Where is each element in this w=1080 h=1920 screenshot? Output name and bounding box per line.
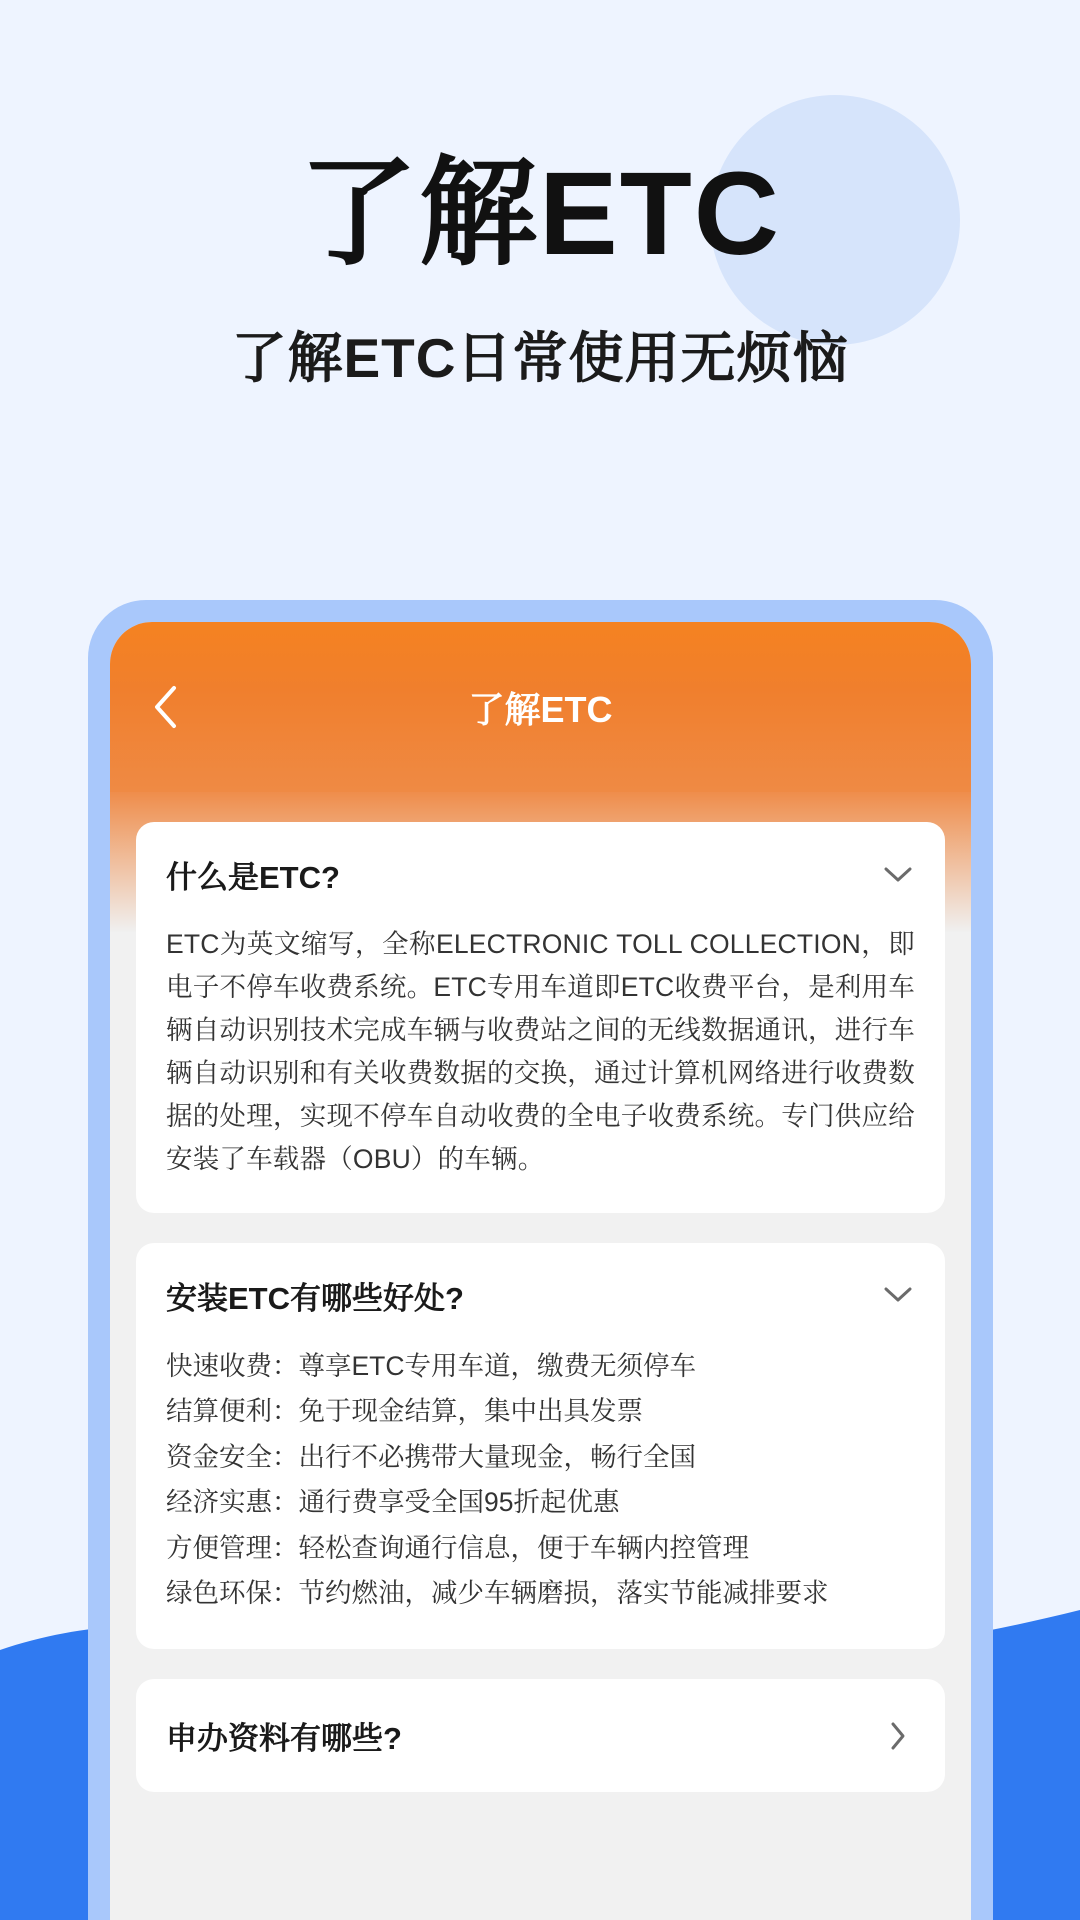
- app-header: [110, 622, 971, 792]
- faq-question: 安装ETC有哪些好处?: [166, 1280, 464, 1316]
- faq-item-what-is-etc[interactable]: [136, 822, 945, 1213]
- faq-answer: ETC为英文缩写，全称ELECTRONIC TOLL COLLECTION，即电子不停车收费系统。ETC专用车道即ETC收费平台，是利用车辆自动识别技术完成车辆与收费站之间的无线数据通讯，进行车辆自动识别和有关收费数据的交换，通过计算机网络进行收费数据的处理，实现不停车自动收费的全电子收费系统。专门供应给安装了车载器（OBU）的车辆。: [166, 929, 915, 1174]
- faq-item-etc-benefits[interactable]: [136, 1243, 945, 1649]
- faq-item-header[interactable]: [166, 852, 915, 897]
- faq-item-header[interactable]: [166, 1713, 915, 1758]
- page-subtitle: 了解ETC日常使用无烦恼: [231, 326, 849, 389]
- chevron-right-icon[interactable]: [881, 1719, 915, 1753]
- faq-item-header[interactable]: [166, 1273, 915, 1318]
- hero-section: [0, 0, 1080, 393]
- list-item: 结算便利：免于现金结算，集中出具发票: [166, 1396, 643, 1427]
- list-item: 绿色环保：节约燃油，减少车辆磨损，落实节能减排要求: [166, 1578, 829, 1609]
- chevron-down-icon[interactable]: [881, 1278, 915, 1312]
- faq-question: 申办资料有哪些?: [166, 1721, 402, 1756]
- faq-item-application-materials[interactable]: [136, 1679, 945, 1792]
- faq-question: 什么是ETC?: [166, 860, 340, 895]
- list-item: 资金安全：出行不必携带大量现金，畅行全国: [166, 1441, 696, 1472]
- phone-frame: [88, 600, 993, 1920]
- list-item: 快速收费：尊享ETC专用车道，缴费无须停车: [166, 1350, 696, 1381]
- faq-benefit-list: [166, 1344, 915, 1617]
- chevron-down-icon[interactable]: [881, 858, 915, 892]
- faq-list: [110, 792, 971, 1792]
- chevron-left-icon[interactable]: [136, 678, 194, 736]
- app-title: 了解ETC: [468, 688, 613, 730]
- page-title: 了解ETC: [298, 148, 781, 280]
- phone-screen: [110, 622, 971, 1920]
- list-item: 经济实惠：通行费享受全国95折起优惠: [166, 1487, 620, 1518]
- list-item: 方便管理：轻松查询通行信息，便于车辆内控管理: [166, 1532, 749, 1563]
